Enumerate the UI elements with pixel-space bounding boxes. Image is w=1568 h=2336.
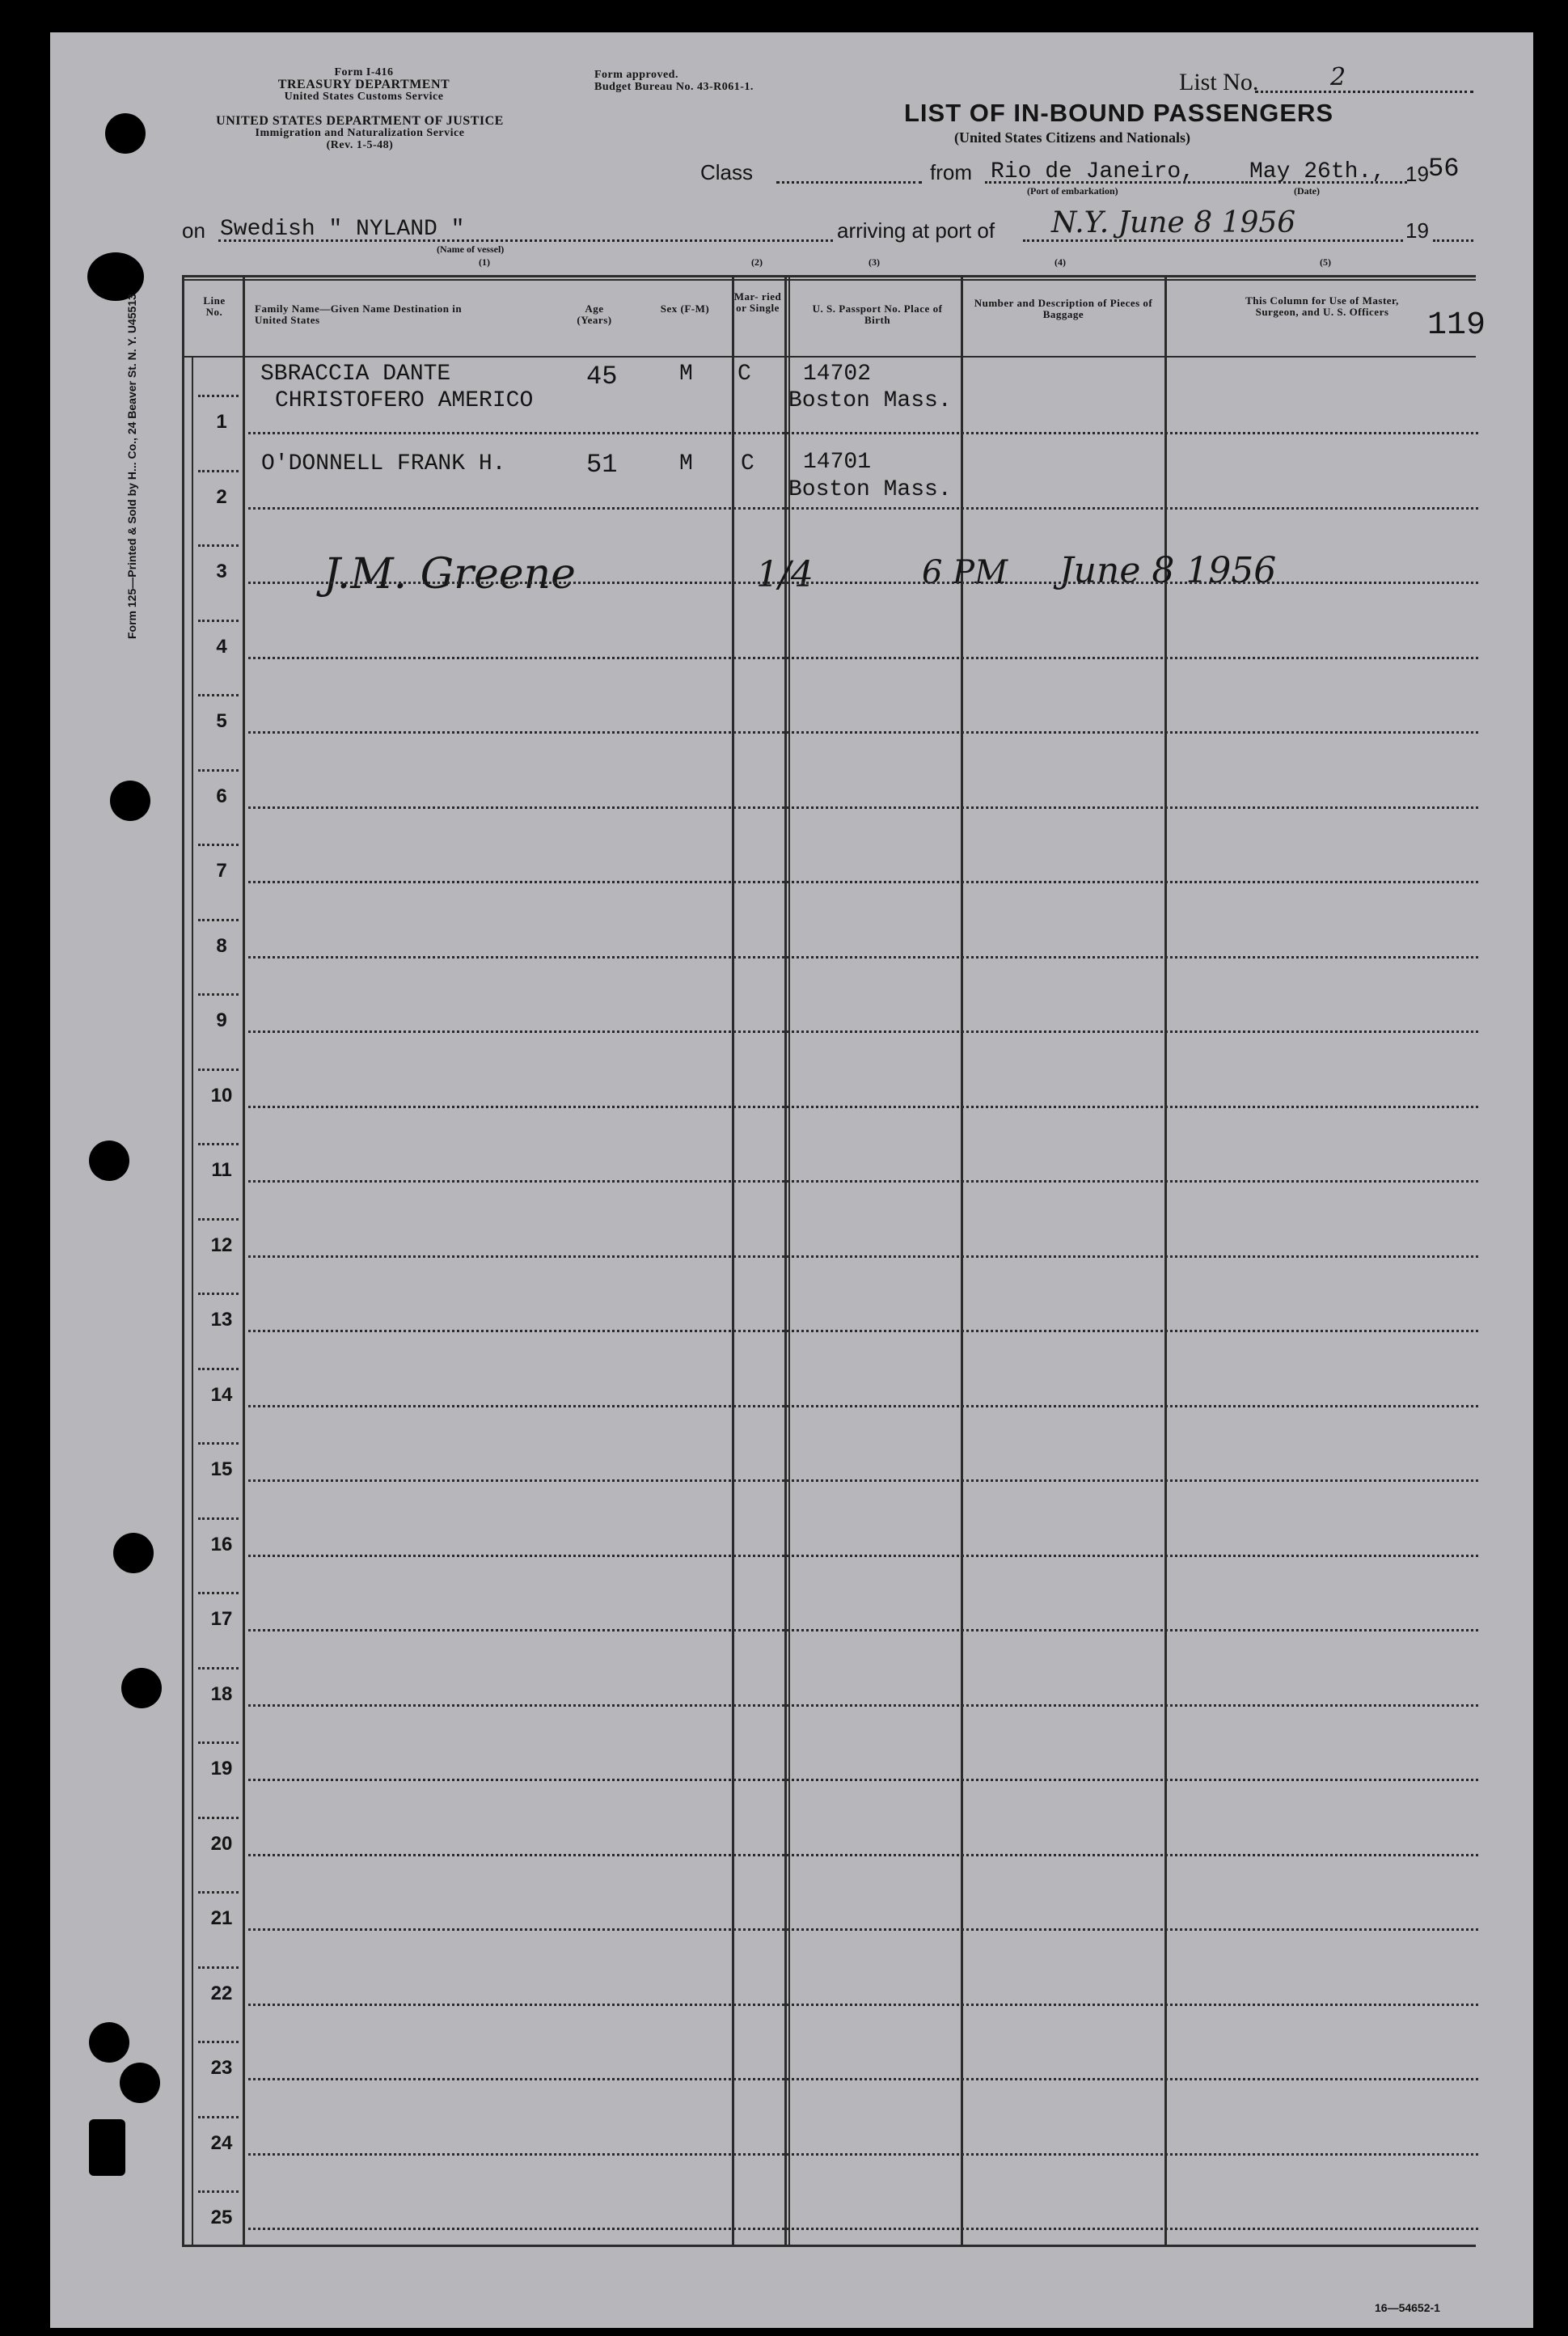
punch-hole bbox=[113, 1533, 154, 1573]
line-number: 25 bbox=[210, 2207, 233, 2228]
handwritten-date: June 8 1956 bbox=[1059, 550, 1277, 591]
punch-hole bbox=[110, 781, 150, 821]
document-subtitle: (United States Citizens and Nationals) bbox=[954, 129, 1191, 146]
on-label: on bbox=[182, 218, 205, 243]
col-number-1: (1) bbox=[479, 256, 490, 268]
line-number-rule bbox=[198, 1442, 239, 1445]
line-number: 14 bbox=[210, 1384, 233, 1406]
row-rule bbox=[243, 1405, 1478, 1407]
passenger-2-passport: 14701 bbox=[803, 450, 872, 475]
footer-code: 16—54652-1 bbox=[1375, 2301, 1440, 2314]
justice-dept: UNITED STATES DEPARTMENT OF JUSTICE bbox=[216, 114, 504, 128]
row-rule bbox=[243, 1928, 1478, 1931]
line-number: 8 bbox=[216, 935, 227, 957]
row-rule bbox=[243, 1555, 1478, 1557]
year-value: 56 bbox=[1428, 154, 1460, 184]
from-label: from bbox=[930, 160, 972, 184]
ins-service: Immigration and Naturalization Service bbox=[255, 127, 465, 139]
line-number-rule bbox=[198, 1891, 239, 1894]
col-number-5: (5) bbox=[1320, 256, 1331, 268]
passenger-2-birthplace: Boston Mass. bbox=[788, 477, 952, 502]
punch-hole bbox=[89, 2119, 125, 2176]
line-number-rule bbox=[198, 694, 239, 696]
passenger-1-sex: M bbox=[679, 362, 693, 387]
document-title: LIST OF IN-BOUND PASSENGERS bbox=[904, 99, 1334, 127]
col-header-sex: Sex (F-M) bbox=[660, 303, 710, 315]
punch-hole bbox=[105, 113, 146, 154]
line-number-rule bbox=[198, 2041, 239, 2043]
row-rule bbox=[243, 507, 1478, 510]
revision: (Rev. 1-5-48) bbox=[326, 139, 394, 151]
line-number-rule bbox=[198, 620, 239, 622]
col-header-line: Line No. bbox=[203, 294, 226, 318]
passenger-1-age: 45 bbox=[586, 362, 618, 391]
row-rule bbox=[243, 731, 1478, 734]
row-rule bbox=[243, 432, 1478, 434]
side-imprint: Form 125—Printed & Sold by H... Co., 24 Beaver St. N. Y. U45513 bbox=[125, 294, 138, 639]
line-number: 16 bbox=[210, 1534, 233, 1555]
line-number: 13 bbox=[210, 1309, 233, 1331]
line-number-rule bbox=[198, 1368, 239, 1370]
line-number-rule bbox=[198, 2190, 239, 2193]
arrival-handwritten: N.Y. June 8 1956 bbox=[1051, 206, 1296, 239]
form-number: Form I-416 bbox=[334, 66, 394, 78]
row-rule bbox=[243, 1030, 1478, 1033]
line-number: 17 bbox=[210, 1608, 233, 1630]
passenger-2-age: 51 bbox=[586, 450, 618, 480]
list-no-label: List No. bbox=[1179, 69, 1259, 95]
passenger-2-marital: C bbox=[741, 451, 754, 476]
col-header-married: Mar- ried or Single bbox=[733, 290, 782, 314]
col-header-age: Age (Years) bbox=[577, 303, 612, 326]
line-number: 10 bbox=[210, 1085, 233, 1107]
row-rule bbox=[243, 1854, 1478, 1856]
row-rule bbox=[243, 1255, 1478, 1258]
row-rule bbox=[243, 806, 1478, 809]
passenger-1-marital: C bbox=[738, 362, 751, 387]
col-number-3: (3) bbox=[869, 256, 880, 268]
port-of-embarkation: Rio de Janeiro, bbox=[991, 159, 1195, 184]
treasury-dept: TREASURY DEPARTMENT bbox=[277, 78, 450, 91]
line-number: 6 bbox=[216, 785, 227, 807]
officer-signature: J.M. Greene bbox=[323, 550, 576, 599]
punch-hole bbox=[89, 2022, 129, 2063]
punch-hole bbox=[120, 2063, 160, 2103]
line-number-rule bbox=[198, 1592, 239, 1594]
row-rule bbox=[243, 1180, 1478, 1183]
line-number: 15 bbox=[210, 1458, 233, 1480]
col-header-passport: U. S. Passport No. Place of Birth bbox=[812, 303, 943, 326]
line-number: 22 bbox=[210, 1983, 233, 2004]
line-number: 12 bbox=[210, 1234, 233, 1256]
line-number: 24 bbox=[210, 2132, 233, 2154]
punch-hole bbox=[89, 1140, 129, 1181]
line-number-rule bbox=[198, 1517, 239, 1520]
line-number-rule bbox=[198, 1069, 239, 1071]
row-rule bbox=[243, 2228, 1478, 2230]
row-rule bbox=[243, 956, 1478, 959]
row-rule bbox=[243, 1330, 1478, 1332]
arrival-year-prefix: 19 bbox=[1405, 218, 1429, 243]
line-number: 4 bbox=[216, 636, 227, 658]
row-rule bbox=[243, 1704, 1478, 1707]
handwritten-time: 6 PM bbox=[922, 554, 1008, 591]
line-number: 21 bbox=[210, 1907, 233, 1929]
punch-hole bbox=[121, 1668, 162, 1708]
embarkation-date: May 26th., bbox=[1249, 159, 1386, 184]
passenger-1-birthplace: Boston Mass. bbox=[788, 388, 952, 413]
line-number: 7 bbox=[216, 860, 227, 882]
line-number-rule bbox=[198, 844, 239, 846]
line-number: 3 bbox=[216, 561, 227, 582]
line-number: 5 bbox=[216, 710, 227, 732]
line-number: 23 bbox=[210, 2057, 233, 2079]
passenger-2-sex: M bbox=[679, 451, 693, 476]
passenger-1-passport: 14702 bbox=[803, 362, 872, 387]
line-number-rule bbox=[198, 993, 239, 996]
line-number-rule bbox=[198, 1218, 239, 1221]
line-number: 2 bbox=[216, 486, 227, 508]
year-prefix: 19 bbox=[1405, 162, 1429, 186]
col-number-2: (2) bbox=[751, 256, 763, 268]
line-number-rule bbox=[198, 395, 239, 397]
vessel-name: Swedish " NYLAND " bbox=[220, 217, 465, 242]
line-number: 20 bbox=[210, 1833, 233, 1855]
budget-bureau: Budget Bureau No. 43-R061-1. bbox=[594, 81, 754, 93]
row-rule bbox=[243, 582, 1478, 584]
row-rule bbox=[243, 881, 1478, 883]
line-number: 18 bbox=[210, 1683, 233, 1705]
customs-service: United States Customs Service bbox=[284, 91, 444, 103]
row-rule bbox=[243, 1479, 1478, 1482]
row-rule bbox=[243, 1629, 1478, 1631]
line-number-rule bbox=[198, 1667, 239, 1669]
row-rule bbox=[243, 1779, 1478, 1781]
line-number: 9 bbox=[216, 1009, 227, 1031]
line-number-rule bbox=[198, 769, 239, 772]
line-number-rule bbox=[198, 1143, 239, 1145]
row-rule bbox=[243, 657, 1478, 659]
line-number: 19 bbox=[210, 1758, 233, 1780]
passenger-1-name-line2: CHRISTOFERO AMERICO bbox=[275, 388, 534, 413]
line-number-rule bbox=[198, 544, 239, 547]
row-rule bbox=[243, 1106, 1478, 1108]
line-number: 1 bbox=[216, 411, 227, 433]
line-number: 11 bbox=[211, 1159, 232, 1181]
passenger-1-name: SBRACCIA DANTE bbox=[260, 362, 451, 387]
col-header-name: Family Name—Given Name Destination in United States bbox=[255, 303, 463, 326]
line-number-rule bbox=[198, 2116, 239, 2118]
line-number-rule bbox=[198, 1741, 239, 1744]
row-rule bbox=[243, 2004, 1478, 2006]
date-caption: (Date) bbox=[1294, 185, 1320, 197]
col-header-officers: This Column for Use of Master, Surgeon, and U. S. Officers bbox=[1245, 294, 1399, 318]
form-approved: Form approved. bbox=[594, 69, 678, 81]
handwritten-mark: 1/4 bbox=[756, 554, 814, 595]
list-no-value: 2 bbox=[1330, 63, 1346, 91]
row-rule bbox=[243, 2078, 1478, 2080]
class-label: Class bbox=[700, 160, 754, 184]
row-rule bbox=[243, 2153, 1478, 2156]
line-number-rule bbox=[198, 1817, 239, 1819]
passenger-2-name: O'DONNELL FRANK H. bbox=[261, 451, 506, 476]
col-header-baggage: Number and Description of Pieces of Baggage bbox=[974, 297, 1153, 320]
vessel-caption: (Name of vessel) bbox=[437, 243, 505, 255]
port-caption: (Port of embarkation) bbox=[1027, 185, 1118, 197]
line-number-rule bbox=[198, 919, 239, 921]
line-number-rule bbox=[198, 470, 239, 472]
page-number: 119 bbox=[1427, 307, 1486, 344]
line-number-rule bbox=[198, 1966, 239, 1969]
col-number-4: (4) bbox=[1054, 256, 1066, 268]
arriving-label: arriving at port of bbox=[837, 218, 995, 243]
line-number-rule bbox=[198, 1293, 239, 1295]
